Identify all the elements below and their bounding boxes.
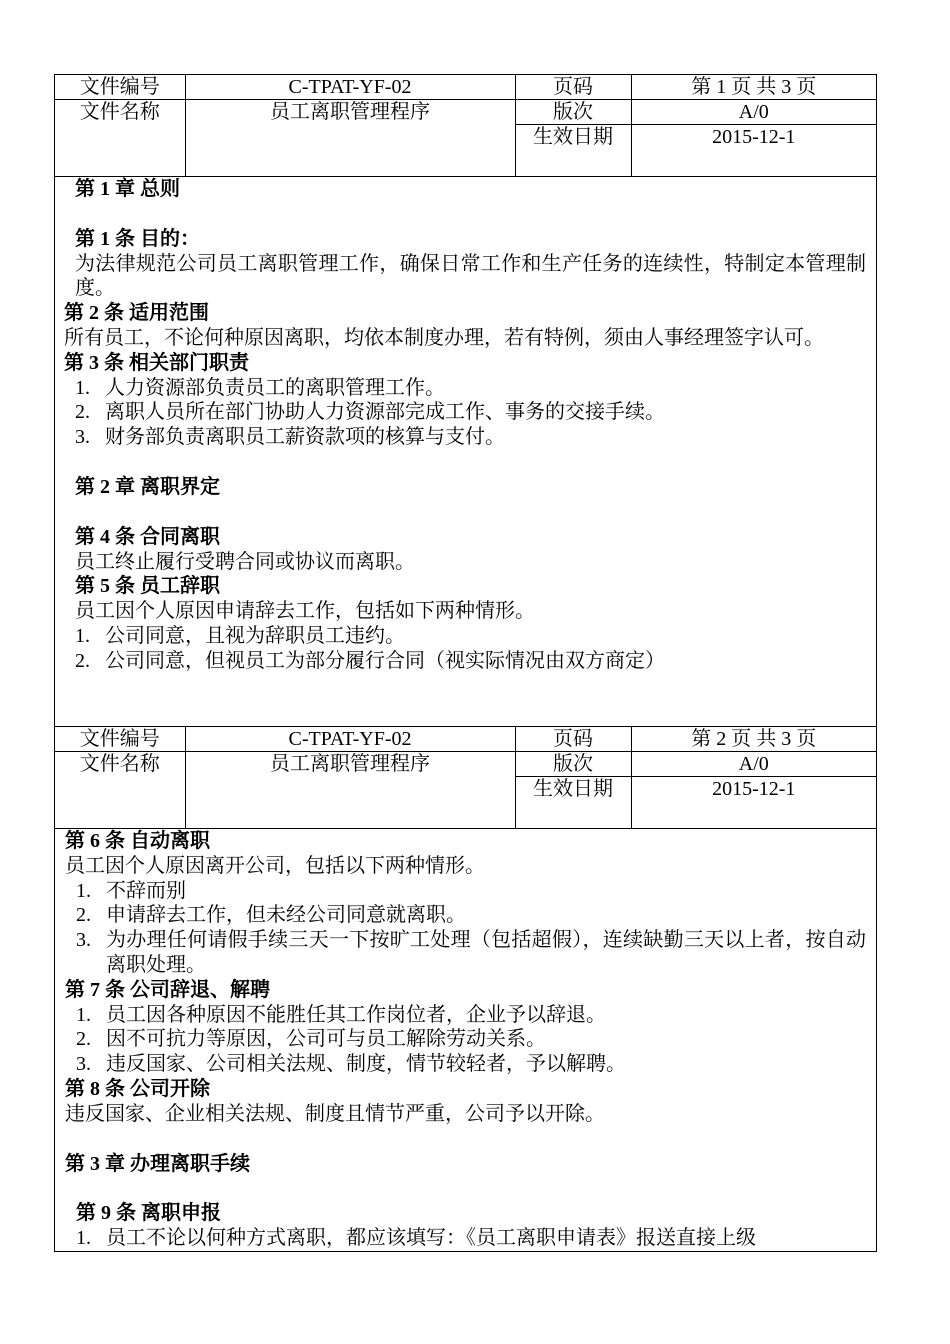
article-2-title: 第 2 条 适用范围 xyxy=(64,302,209,325)
doc-name-value: 员工离职管理程序 xyxy=(185,100,515,177)
article-6-title: 第 6 条 自动离职 xyxy=(65,830,210,852)
page-label: 页码 xyxy=(515,75,631,100)
doc-no-value: C-TPAT-YF-02 xyxy=(185,727,515,752)
doc-no-value: C-TPAT-YF-02 xyxy=(185,75,515,100)
list-item: 1. 员工因各种原因不能胜任其工作岗位者，企业予以辞退。 xyxy=(76,1003,606,1026)
list-item: 3. 违反国家、公司相关法规、制度，情节较轻者，予以解聘。 xyxy=(76,1053,626,1076)
list-item: 3. 为办理任何请假手续三天一下按旷工处理（包括超假），连续缺勤三天以上者，按自动离职处理。 xyxy=(76,929,866,976)
article-7-list xyxy=(76,1003,866,1077)
chapter-2-heading: 第 2 章 离职界定 xyxy=(75,475,220,498)
article-7-title: 第 7 条 公司辞退、解聘 xyxy=(65,978,270,1001)
article-4-title: 第 4 条 合同离职 xyxy=(75,525,220,548)
body-section-2 xyxy=(55,829,876,1251)
chapter-1-heading: 第 1 章 总则 xyxy=(75,178,180,200)
list-item: 1. 人力资源部负责员工的离职管理工作。 xyxy=(75,376,445,399)
version-label: 版次 xyxy=(515,752,631,777)
chapter-3-heading: 第 3 章 办理离职手续 xyxy=(65,1152,250,1175)
list-item: 1. 公司同意，且视为辞职员工违约。 xyxy=(75,624,405,647)
list-item: 2. 因不可抗力等原因，公司可与员工解除劳动关系。 xyxy=(76,1028,546,1051)
article-1-title: 第 1 条 目的： xyxy=(75,227,200,250)
article-3-list xyxy=(75,376,866,450)
date-label: 生效日期 xyxy=(515,125,631,177)
list-item: 2. 公司同意，但视员工为部分履行合同（视实际情况由双方商定） xyxy=(75,649,665,672)
article-9-list xyxy=(76,1226,866,1251)
list-item: 1. 不辞而别 xyxy=(76,879,186,902)
article-9-title: 第 9 条 离职申报 xyxy=(76,1202,221,1225)
article-8-text: 违反国家、企业相关法规、制度且情节严重，公司予以开除。 xyxy=(65,1102,605,1125)
page-label: 页码 xyxy=(515,727,631,752)
version-label: 版次 xyxy=(515,100,631,125)
page-value: 第 2 页 共 3 页 xyxy=(631,727,876,752)
list-item: 2. 离职人员所在部门协助人力资源部完成工作、事务的交接手续。 xyxy=(75,401,665,424)
doc-no-label: 文件编号 xyxy=(55,75,185,100)
doc-name-label: 文件名称 xyxy=(55,752,185,829)
header-table-2 xyxy=(55,726,876,829)
document-page xyxy=(54,74,877,1252)
doc-name-label: 文件名称 xyxy=(55,100,185,177)
article-5-text: 员工因个人原因申请辞去工作，包括如下两种情形。 xyxy=(75,600,535,623)
date-value: 2015-12-1 xyxy=(631,777,876,829)
list-item: 2. 申请辞去工作，但未经公司同意就离职。 xyxy=(76,904,466,927)
doc-no-label: 文件编号 xyxy=(55,727,185,752)
date-value: 2015-12-1 xyxy=(631,125,876,177)
article-6-list xyxy=(76,879,866,978)
body-section-1 xyxy=(55,177,876,674)
article-4-text: 员工终止履行受聘合同或协议而离职。 xyxy=(75,550,415,573)
article-5-list xyxy=(75,624,866,674)
list-item: 1. 员工不论以何种方式离职，都应该填写：《员工离职申请表》报送直接上级 xyxy=(76,1227,756,1250)
list-item: 3. 财务部负责离职员工薪资款项的核算与支付。 xyxy=(75,426,505,449)
page-value: 第 1 页 共 3 页 xyxy=(631,75,876,100)
article-3-title: 第 3 条 相关部门职责 xyxy=(64,351,249,374)
doc-name-value: 员工离职管理程序 xyxy=(185,752,515,829)
article-5-title: 第 5 条 员工辞职 xyxy=(75,575,220,598)
article-2-text: 所有员工，不论何种原因离职，均依本制度办理，若有特例，须由人事经理签字认可。 xyxy=(64,326,824,349)
article-6-text: 员工因个人原因离开公司，包括以下两种情形。 xyxy=(65,854,485,877)
header-table-1 xyxy=(55,75,876,177)
date-label: 生效日期 xyxy=(515,777,631,829)
article-1-text: 为法律规范公司员工离职管理工作，确保日常工作和生产任务的连续性，特制定本管理制度。 xyxy=(75,252,866,300)
version-value: A/0 xyxy=(631,100,876,125)
version-value: A/0 xyxy=(631,752,876,777)
article-8-title: 第 8 条 公司开除 xyxy=(65,1077,210,1100)
